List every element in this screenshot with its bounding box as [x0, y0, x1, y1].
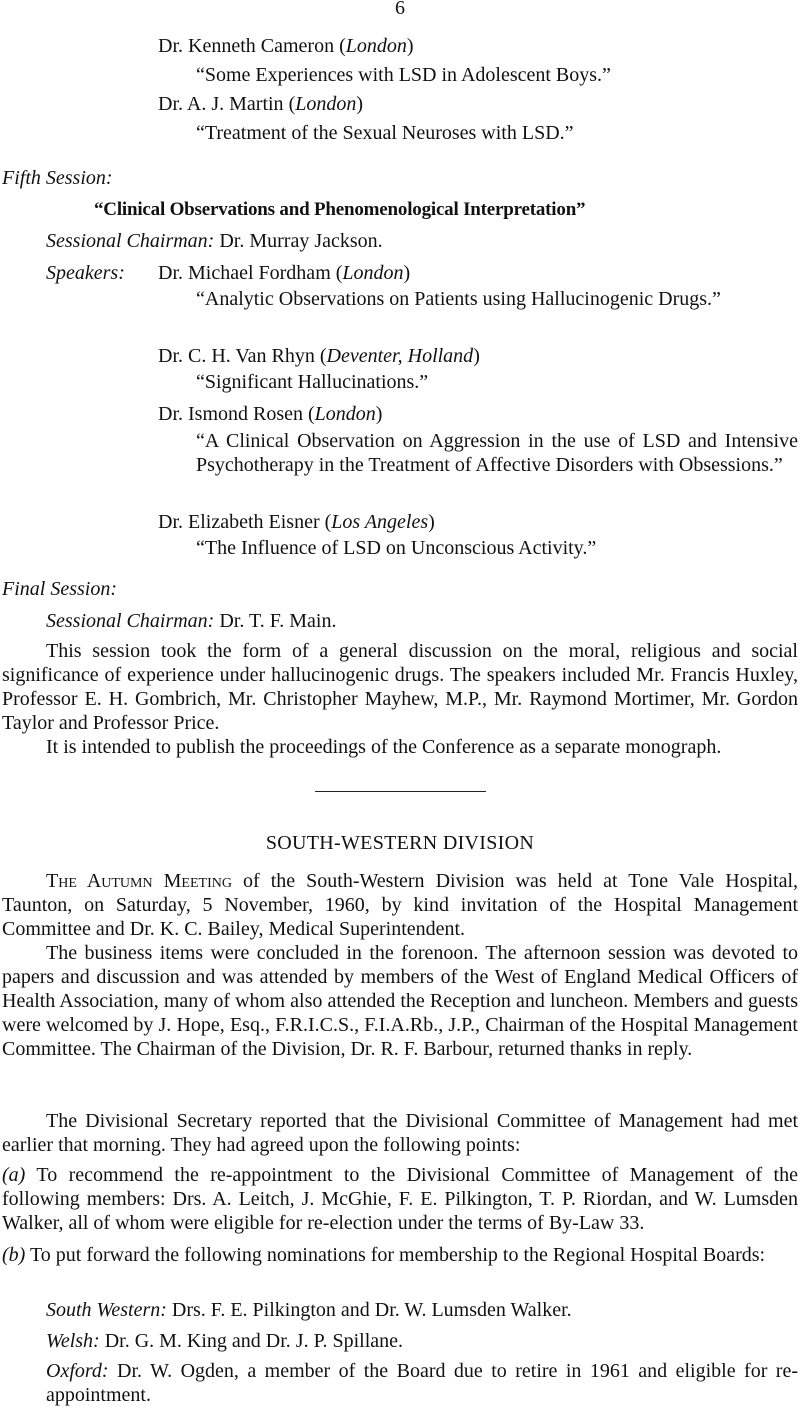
- sw-paragraph-1: [2, 869, 798, 941]
- paper-title: “Some Experiences with LSD in Adolescent Boys.”: [196, 64, 611, 86]
- final-session-paragraph: This session took the form of a general discussion on the moral, religious and social significance of experience under hallucinogenic drugs. The speakers included Mr. Francis Huxley, Professor E. H. Gombrich, Mr. Christopher Mayhew, M.P., Mr. Raymond Mortimer, Mr. Gordon Taylor and Professor Price.: [2, 640, 798, 734]
- chairman-label: Sessional Chairman:: [46, 610, 215, 632]
- speaker-name: Dr. Kenneth Cameron: [158, 35, 335, 57]
- board-region: Oxford:: [46, 1360, 109, 1382]
- chairman-label: Sessional Chairman:: [46, 230, 215, 252]
- board-welsh: [46, 1329, 403, 1353]
- speaker-place: Los Angeles: [331, 511, 429, 533]
- speaker-place: London: [342, 262, 404, 284]
- point-label: (a): [2, 1164, 26, 1186]
- paper-title: “The Influence of LSD on Unconscious Activity.”: [196, 537, 597, 559]
- speaker-place: Deventer, Holland: [326, 345, 474, 367]
- section-heading: SOUTH-WESTERN DIVISION: [265, 832, 535, 854]
- final-session-chairman: [46, 609, 336, 633]
- point-label: (b): [2, 1244, 26, 1266]
- sw-paragraph-3: The Divisional Secretary reported that the Divisional Committee of Management had met earlier that morning. They had agreed upon the following points:: [2, 1110, 798, 1156]
- point-text: To recommend the re-appointment to the Divisional Committee of Management of the following members: Drs. A. Leitch, J. McGhie, F. E. Pilkington, T. P. Riordan, and W. Lumsden Walker, all of whom were eligible for re-election under the terms of By-Law 33.: [2, 1164, 798, 1234]
- section-divider: [315, 791, 486, 792]
- final-session-note: It is intended to publish the proceedings of the Conference as a separate monograph.: [46, 736, 722, 758]
- point-b: [2, 1243, 798, 1267]
- paper-title: “Analytic Observations on Patients using Hallucinogenic Drugs.”: [196, 288, 721, 310]
- speaker-van-rhyn: Dr. C. H. Van Rhyn (Deventer, Holland): [158, 345, 480, 367]
- board-region: Welsh:: [46, 1330, 100, 1352]
- speaker-place: London: [345, 35, 407, 57]
- speaker-cameron: Dr. Kenneth Cameron (London): [158, 35, 414, 57]
- fifth-session-heading: Fifth Session:: [2, 167, 113, 189]
- paper-title: “A Clinical Observation on Aggression in the use of LSD and Intensive Psychotherapy in the Treatment of Affective Disorders with Obsessions.”: [196, 430, 798, 476]
- final-session-heading: Final Session:: [2, 578, 117, 600]
- board-region: South Western:: [46, 1299, 167, 1321]
- fifth-session-theme: “Clinical Observations and Phenomenological Interpretation”: [94, 199, 586, 220]
- fifth-session-chairman: [46, 229, 383, 253]
- speaker-name: Dr. A. J. Martin: [158, 93, 284, 115]
- speaker-name: Dr. Elizabeth Eisner: [158, 511, 320, 533]
- chairman-name: Dr. T. F. Main.: [219, 610, 337, 632]
- board-nominees: Drs. F. E. Pilkington and Dr. W. Lumsden Walker.: [166, 1299, 572, 1321]
- board-nominees: Dr. G. M. King and Dr. J. P. Spillane.: [99, 1330, 404, 1352]
- sw-paragraph-2: The business items were concluded in the forenoon. The afternoon session was devoted to papers and discussion and was attended by members of the West of England Medical Officers of Health Association, many of whom also attended the Reception and luncheon. Members and guests were welcomed by J. Hope, Esq., F.R.I.C.S., F.I.A.Rb., J.P., Chairman of the Hospital Management Committee. The Chairman of the Division, Dr. R. F. Barbour, returned thanks in reply.: [2, 942, 798, 1060]
- point-a: [2, 1163, 798, 1235]
- paper-title: “Significant Hallucinations.”: [196, 371, 429, 393]
- point-text: To put forward the following nominations for membership to the Regional Hospital Boards:: [25, 1244, 766, 1266]
- speakers-label: Speakers:: [46, 262, 125, 284]
- speaker-name: Dr. Michael Fordham: [158, 262, 331, 284]
- speaker-rosen: Dr. Ismond Rosen (London): [158, 403, 383, 425]
- paragraph-text: of the South-Western Division was held at Tone Vale Hospital, Taunton, on Saturday, 5 November, 1960, by kind invitation of the Hospital Management Committee and Dr. K. C. Bailey, Medical Superintendent.: [2, 870, 799, 940]
- speaker-fordham: Dr. Michael Fordham (London): [158, 262, 411, 284]
- paragraph-lead: The Autumn Meeting: [46, 870, 232, 892]
- speaker-martin: Dr. A. J. Martin (London): [158, 93, 364, 115]
- page-number: 6: [395, 0, 405, 19]
- board-nominees: Dr. W. Ogden, a member of the Board due to retire in 1961 and eligible for re-appointment.: [46, 1360, 798, 1406]
- speaker-place: London: [314, 403, 376, 425]
- board-south-western: [46, 1298, 572, 1322]
- paper-title: “Treatment of the Sexual Neuroses with LSD.”: [196, 122, 574, 144]
- chairman-name: Dr. Murray Jackson.: [219, 230, 383, 252]
- speaker-name: Dr. C. H. Van Rhyn: [158, 345, 315, 367]
- speaker-eisner: Dr. Elizabeth Eisner (Los Angeles): [158, 511, 435, 533]
- board-oxford: [46, 1359, 798, 1407]
- speaker-name: Dr. Ismond Rosen: [158, 403, 303, 425]
- speaker-place: London: [295, 93, 357, 115]
